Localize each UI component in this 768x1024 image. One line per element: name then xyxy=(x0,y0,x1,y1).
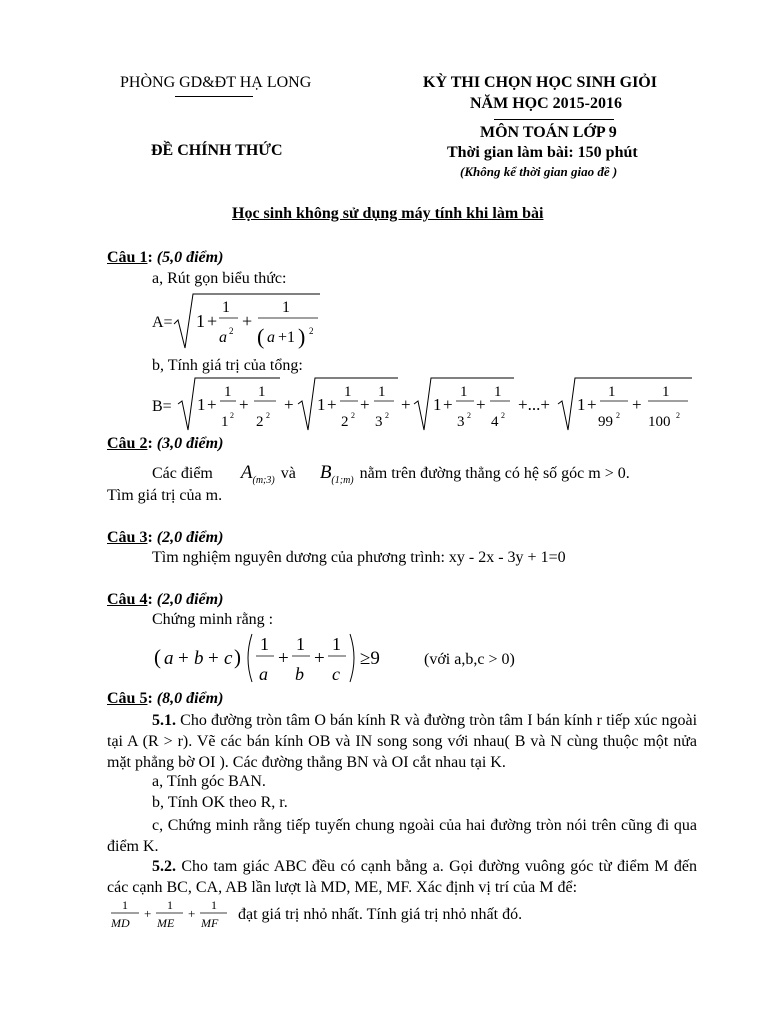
svg-text:2: 2 xyxy=(229,326,234,336)
svg-text:1: 1 xyxy=(317,395,326,414)
svg-text:(: ( xyxy=(257,324,265,349)
q2-line-2: Tìm giá trị của m. xyxy=(107,487,223,504)
svg-text:2: 2 xyxy=(309,326,314,336)
q5-1-part-a: a, Tính góc BAN. xyxy=(152,773,266,790)
q1-part-b: b, Tính giá trị của tổng: xyxy=(152,357,303,374)
time-note: (Không kể thời gian giao đề ) xyxy=(460,164,618,179)
q4-label: Câu 4 xyxy=(107,591,148,608)
svg-text:2: 2 xyxy=(501,411,505,420)
svg-text:+: + xyxy=(314,648,325,669)
svg-text:1: 1 xyxy=(332,634,341,654)
header-underline-right xyxy=(494,119,614,120)
q5-2-label: 5.2. xyxy=(152,858,176,875)
exam-title: KỲ THI CHỌN HỌC SINH GIỎI xyxy=(423,74,657,91)
school-year: NĂM HỌC 2015-2016 xyxy=(470,95,622,112)
svg-text:a: a xyxy=(259,664,268,684)
svg-text:≥9: ≥9 xyxy=(360,648,380,669)
svg-text:MD: MD xyxy=(111,916,130,930)
expression-q5-2 xyxy=(107,896,235,932)
q1-part-a: a, Rút gọn biểu thức: xyxy=(152,270,287,287)
svg-text:2: 2 xyxy=(341,414,349,430)
svg-text:+: + xyxy=(284,395,294,414)
svg-text:1: 1 xyxy=(378,384,386,400)
expression-a xyxy=(172,290,322,352)
svg-text:+: + xyxy=(327,395,337,414)
svg-text:): ) xyxy=(298,324,306,349)
svg-text:1: 1 xyxy=(662,384,670,400)
svg-text:+: + xyxy=(208,648,219,669)
svg-text:+: + xyxy=(188,906,196,921)
svg-text:2: 2 xyxy=(230,411,234,420)
svg-text:MF: MF xyxy=(201,916,219,930)
svg-text:1: 1 xyxy=(167,898,173,912)
svg-text:b: b xyxy=(194,648,204,669)
official-label: ĐỀ CHÍNH THỨC xyxy=(151,142,283,159)
svg-text:2: 2 xyxy=(351,411,355,420)
svg-text:ME: ME xyxy=(157,916,175,930)
q3-points: (2,0 điểm) xyxy=(156,529,224,546)
svg-text:c: c xyxy=(224,648,233,669)
svg-text:(: ( xyxy=(154,645,161,669)
q2-points: (3,0 điểm) xyxy=(156,435,224,452)
q4-heading: Câu 4: (2,0 điểm) xyxy=(107,591,224,608)
q2-line-1: Các điểm $A_{(m;3)}$ và $B_{(1;m)}$ nằm trên đường thẳng có hệ số góc m > 0. xyxy=(152,462,630,486)
q4-condition: (với a,b,c > 0) xyxy=(424,651,515,668)
svg-text:1: 1 xyxy=(258,384,266,400)
svg-text:2: 2 xyxy=(256,414,264,430)
q5-1-part-c: c, Chứng minh rằng tiếp tuyến chung ngoài của hai đường tròn nói trên cũng đi qua điểm K. xyxy=(107,817,697,855)
svg-text:1: 1 xyxy=(577,395,586,414)
svg-text:+: + xyxy=(360,395,370,414)
q2-heading: Câu 2: (3,0 điểm) xyxy=(107,435,224,452)
q3-text: Tìm nghiệm nguyên dương của phương trình: xy - 2x - 3y + 1=0 xyxy=(152,549,566,566)
svg-text:2: 2 xyxy=(467,411,471,420)
time-limit: Thời gian làm bài: 150 phút xyxy=(447,144,638,161)
q5-1-label: 5.1. xyxy=(152,712,176,729)
point-a: $A_{(m;3)}$ xyxy=(240,462,275,486)
svg-text:1: 1 xyxy=(282,299,290,316)
q5-1-part-b: b, Tính OK theo R, r. xyxy=(152,794,288,811)
point-b: $B_{(1;m)}$ xyxy=(319,462,354,486)
department-name: PHÒNG GD&ĐT HẠ LONG xyxy=(120,74,312,91)
svg-text:+: + xyxy=(144,906,152,921)
svg-text:b: b xyxy=(295,664,304,684)
subject: MÔN TOÁN LỚP 9 xyxy=(480,124,617,141)
q1-points: (5,0 điểm) xyxy=(156,249,224,266)
svg-text:a: a xyxy=(164,648,174,669)
svg-text:+: + xyxy=(207,395,217,414)
q1-b-lhs: B= xyxy=(152,398,172,415)
svg-text:3: 3 xyxy=(375,414,383,430)
q5-1-text: Cho đường tròn tâm O bán kính R và đường tròn tâm I bán kính r tiếp xúc ngoài tại A (R > r). Vẽ các bán kính OB và IN song song với nhau( B và N cùng thuộc một nửa mặt phẳng bờ OI ). Các đường thẳng BN và OI cắt nhau tại K. xyxy=(107,712,698,771)
svg-text:+: + xyxy=(401,395,411,414)
svg-text:2: 2 xyxy=(385,411,389,420)
svg-text:+: + xyxy=(239,395,249,414)
svg-text:1: 1 xyxy=(221,414,229,430)
header-underline-left xyxy=(175,96,253,97)
q1-a-lhs: A= xyxy=(152,314,173,331)
q5-points: (8,0 điểm) xyxy=(156,690,224,707)
notice: Học sinh không sử dụng máy tính khi làm bài xyxy=(232,205,544,222)
svg-text:2: 2 xyxy=(616,411,620,420)
svg-text:99: 99 xyxy=(598,414,613,430)
svg-text:+...+: +...+ xyxy=(518,395,550,414)
q1-heading: Câu 1: (5,0 điểm) xyxy=(107,249,224,266)
svg-text:4: 4 xyxy=(491,414,499,430)
q5-label: Câu 5 xyxy=(107,690,148,707)
q1-label: Câu 1 xyxy=(107,249,148,266)
svg-text:+: + xyxy=(207,311,218,331)
svg-text:1: 1 xyxy=(344,384,352,400)
svg-text:2: 2 xyxy=(266,411,270,420)
svg-text:100: 100 xyxy=(648,414,671,430)
svg-text:1: 1 xyxy=(196,311,205,331)
q4-text: Chứng minh rằng : xyxy=(152,611,274,628)
q5-2-end: đạt giá trị nhỏ nhất. Tính giá trị nhỏ nhất đó. xyxy=(238,906,523,923)
svg-text:+: + xyxy=(178,648,189,669)
svg-text:+: + xyxy=(278,648,289,669)
svg-text:1: 1 xyxy=(433,395,442,414)
q5-1-paragraph xyxy=(107,710,697,773)
svg-text:): ) xyxy=(234,645,241,669)
q3-label: Câu 3 xyxy=(107,529,148,546)
svg-text:2: 2 xyxy=(676,411,680,420)
q5-2-text: Cho tam giác ABC đều có cạnh bằng a. Gọi đường vuông góc từ điểm M đến các cạnh BC, CA, AB lần lượt là MD, ME, MF. Xác định vị trí của M để: xyxy=(107,858,698,896)
svg-text:1: 1 xyxy=(296,634,305,654)
q5-heading: Câu 5: (8,0 điểm) xyxy=(107,690,224,707)
svg-text:+: + xyxy=(476,395,486,414)
svg-text:3: 3 xyxy=(457,414,465,430)
svg-text:1: 1 xyxy=(260,634,269,654)
svg-text:1: 1 xyxy=(222,299,230,316)
svg-text:1: 1 xyxy=(211,898,217,912)
q5-2-paragraph xyxy=(107,856,697,898)
expression-q4 xyxy=(152,628,402,688)
expression-b xyxy=(176,374,696,434)
svg-text:c: c xyxy=(332,664,340,684)
svg-text:+1: +1 xyxy=(278,329,296,346)
q3-heading: Câu 3: (2,0 điểm) xyxy=(107,529,224,546)
svg-text:1: 1 xyxy=(122,898,128,912)
q4-points: (2,0 điểm) xyxy=(156,591,224,608)
svg-text:+: + xyxy=(443,395,453,414)
svg-text:1: 1 xyxy=(608,384,616,400)
svg-text:+: + xyxy=(242,311,253,331)
svg-text:1: 1 xyxy=(460,384,468,400)
svg-text:a: a xyxy=(219,329,227,346)
svg-text:a: a xyxy=(267,329,275,346)
q2-label: Câu 2 xyxy=(107,435,148,452)
svg-text:1: 1 xyxy=(197,395,206,414)
svg-text:+: + xyxy=(632,395,642,414)
svg-text:1: 1 xyxy=(224,384,232,400)
svg-text:+: + xyxy=(587,395,597,414)
svg-text:1: 1 xyxy=(494,384,502,400)
